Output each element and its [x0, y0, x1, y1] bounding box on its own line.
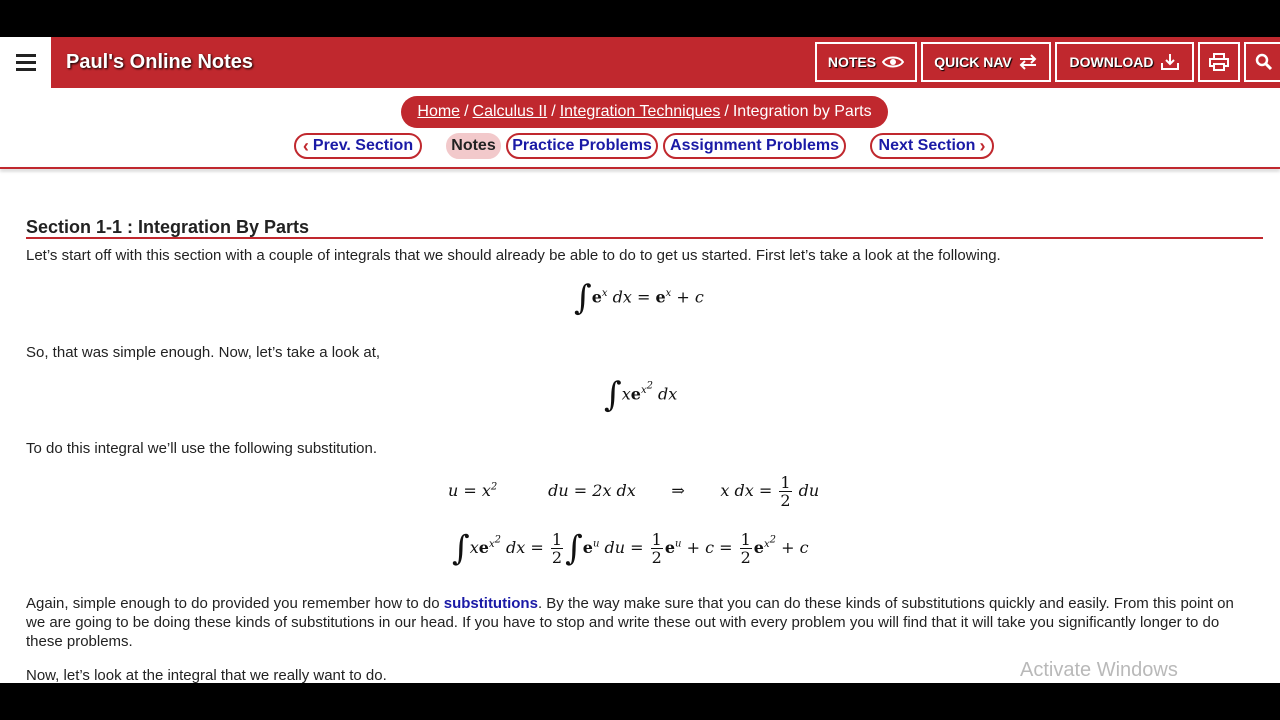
paragraph-substitution: To do this integral we’ll use the following substitution. — [26, 440, 378, 457]
equation-substitution-defs: $u = x^2$ du = 2x dx ⇒ x dx = $\frac{1}{2}$ du — [448, 473, 820, 510]
breadcrumb-separator: / — [724, 103, 729, 120]
section-title-underline — [26, 237, 1263, 239]
prev-section-label: Prev. Section — [312, 137, 414, 154]
tab-assignment-problems[interactable] — [663, 133, 846, 159]
eye-icon — [882, 55, 904, 69]
paragraph-intro: Let’s start off with this section with a couple of integrals that we should already be able to do to get us started. First let’s take a look at the following. — [26, 247, 1001, 264]
printer-icon — [1209, 53, 1229, 71]
tab-practice-problems[interactable] — [506, 133, 658, 159]
equation-exp-integral: $\int e^x$ dx = $e^x + c$ — [574, 278, 704, 318]
equation-substitution-result: $\int xe^{x^2}$ dx = $\frac{1}{2}$ $\int e^u$ du = $\frac{1}{2}$ $e^u + c$ = $\frac{1}{2}$ $e^{x^2} + c$ — [452, 528, 809, 569]
section-title: Section 1-1 : Integration By Parts — [26, 217, 310, 237]
tab-notes-label: Notes — [451, 137, 496, 154]
hamburger-icon — [16, 61, 36, 64]
search-button[interactable] — [1244, 42, 1280, 82]
substitutions-link[interactable]: substitutions — [443, 595, 538, 612]
tab-assignment-label: Assignment Problems — [670, 137, 839, 154]
quick-nav-button[interactable] — [921, 42, 1051, 82]
paragraph-second: So, that was simple enough. Now, let’s take a look at, — [26, 344, 381, 361]
breadcrumb-separator: / — [464, 103, 469, 120]
quick-nav-button-label: QUICK NAV — [934, 54, 1012, 70]
next-section-button[interactable] — [870, 133, 994, 159]
breadcrumb-techniques-link[interactable]: Integration Techniques — [559, 103, 721, 120]
notes-button-label: NOTES — [827, 54, 877, 70]
paragraph-again-text-cont: . By the way make sure that you can do these kinds of substitutions quickly and easily. From this point on we are going to be doing these kinds of substitutions in our head. If you have to stop and write these out with every problem you will find that it will take you significantly longer to do these problems. — [26, 595, 1234, 650]
download-button-label: DOWNLOAD — [1069, 54, 1154, 70]
equation-xe-x2-integral: $\int xe^{x^2}$ dx — [604, 375, 678, 415]
web-page — [0, 37, 1280, 683]
breadcrumb-separator: / — [551, 103, 556, 120]
prev-section-button[interactable] — [294, 133, 422, 159]
tab-practice-label: Practice Problems — [512, 137, 652, 154]
download-button[interactable] — [1055, 42, 1194, 82]
breadcrumb-calculus-link[interactable]: Calculus II — [472, 103, 548, 120]
print-button[interactable] — [1198, 42, 1240, 82]
breadcrumb-current: Integration by Parts — [732, 103, 872, 120]
nav-divider — [0, 167, 1280, 169]
activate-windows-watermark: Activate Windows — [1020, 659, 1178, 681]
site-header — [51, 37, 1280, 88]
screen-bottom-black-bar — [0, 683, 1280, 720]
next-section-label: Next Section — [878, 137, 976, 154]
screen-top-black-bar — [0, 0, 1280, 37]
chevron-right-icon: › — [979, 136, 986, 156]
chevron-left-icon: ‹ — [302, 136, 309, 156]
download-icon — [1160, 53, 1180, 71]
search-icon — [1255, 53, 1273, 71]
paragraph-again-text: Again, simple enough to do provided you remember how to do — [26, 595, 444, 612]
tab-notes[interactable] — [446, 133, 501, 159]
breadcrumb-home-link[interactable]: Home — [417, 103, 461, 120]
breadcrumb — [401, 96, 888, 128]
notes-button[interactable] — [815, 42, 917, 82]
menu-button[interactable] — [0, 37, 51, 88]
swap-arrows-icon — [1018, 54, 1038, 70]
paragraph-now: Now, let’s look at the integral that we really want to do. — [26, 667, 387, 683]
site-title[interactable]: Paul's Online Notes — [66, 51, 254, 73]
paragraph-again — [26, 594, 1251, 651]
